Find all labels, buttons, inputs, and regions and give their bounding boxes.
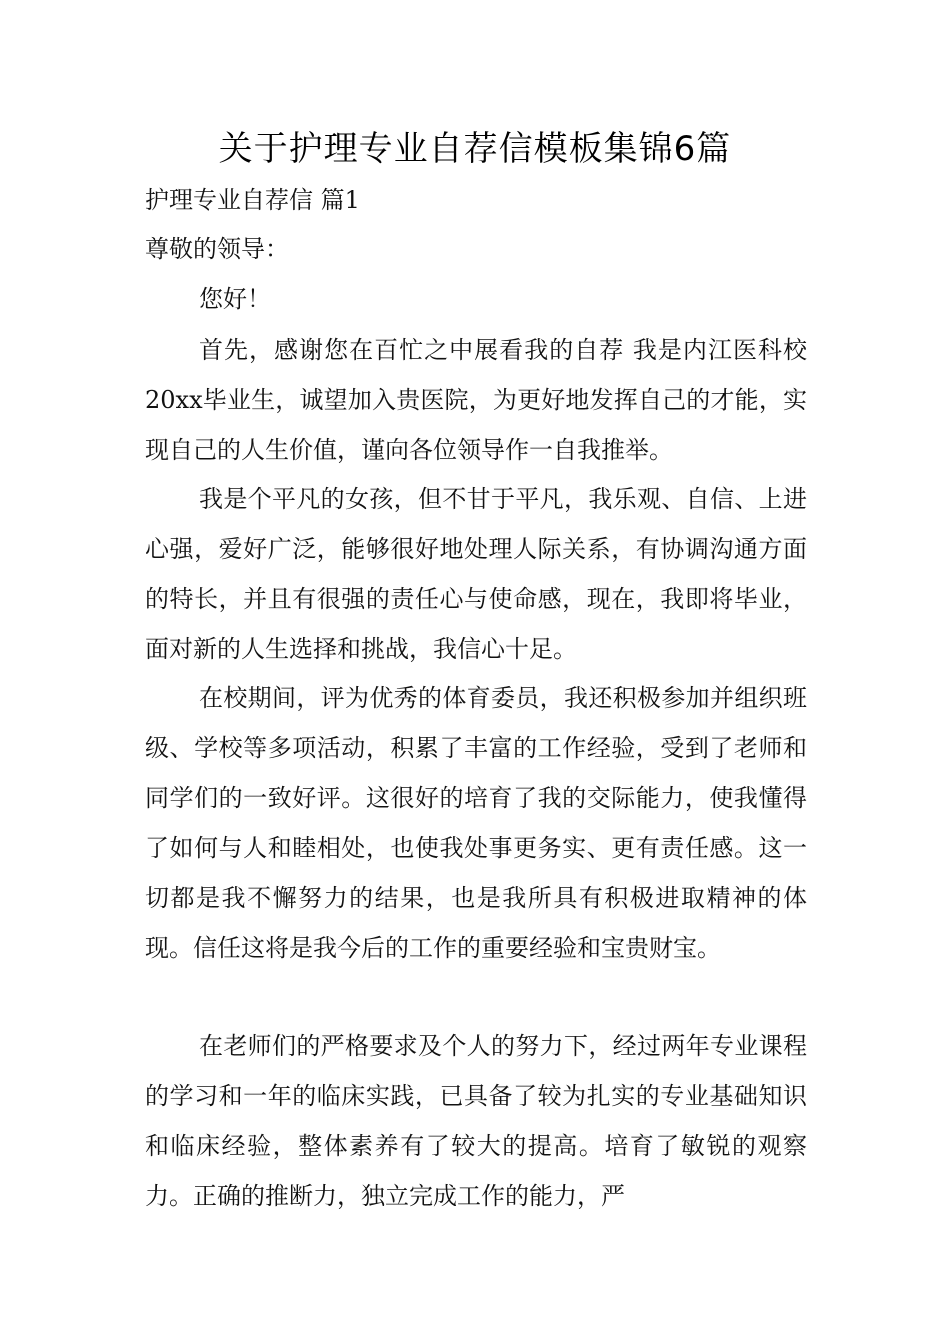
paragraph-2: 我是个平凡的女孩，但不甘于平凡，我乐观、自信、上进心强，爱好广泛，能够很好地处理人际关系，有协调沟通方面的特长，并且有很强的责任心与使命感，现在，我即将毕业，面对新的人生选择和挑战，我信心十足。 bbox=[145, 485, 807, 663]
paragraph-1: 首先，感谢您在百忙之中展看我的自荐 我是内江医科校20xx毕业生，诚望加入贵医院，为更好地发挥自己的才能，实现自己的人生价值，谨向各位领导作一自我推举。 bbox=[145, 336, 807, 464]
salutation: 尊敬的领导： bbox=[145, 235, 289, 263]
paragraph-3: 在校期间，评为优秀的体育委员，我还积极参加并组织班级、学校等多项活动，积累了丰富的工作经验，受到了老师和同学们的一致好评。这很好的培育了我的交际能力，使我懂得了如何与人和睦相处，也使我处事更务实、更有责任感。这一切都是我不懈努力的结果，也是我所具有积极进取精神的体现。信任这将是我今后的工作的重要经验和宝贵财宝。 bbox=[145, 684, 807, 962]
document-title: 关于护理专业自荐信模板集锦6篇 bbox=[218, 129, 732, 169]
paragraph-4: 在老师们的严格要求及个人的努力下，经过两年专业课程的学习和一年的临床实践，已具备了较为扎实的专业基础知识和临床经验，整体素养有了较大的提高。培育了敏锐的观察力。正确的推断力，独立完成工作的能力，严 bbox=[145, 1032, 807, 1210]
section-heading: 护理专业自荐信 篇1 bbox=[145, 186, 360, 214]
greeting: 您好！ bbox=[199, 285, 271, 313]
